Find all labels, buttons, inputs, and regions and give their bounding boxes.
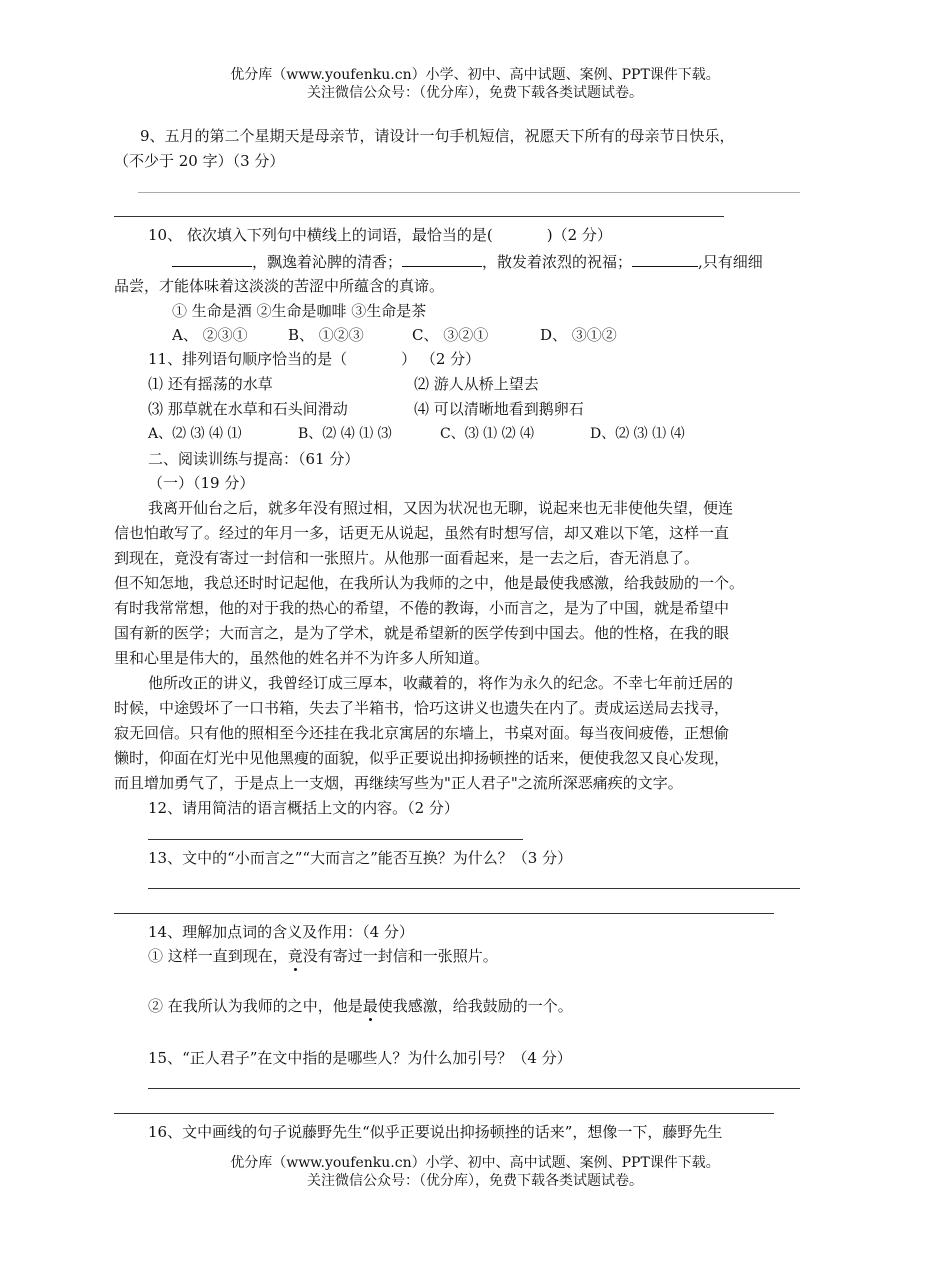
q10-title xyxy=(148,224,612,246)
page-header-line1: 优分库（www.youfenku.cn）小学、初中、高中试题、案例、PPT课件下载。 xyxy=(230,67,720,83)
q13-text: 13、文中的“小而言之”“大而言之”能否互换？为什么？（3 分） xyxy=(148,849,573,867)
page-footer-line2: 关注微信公众号：（优分库），免费下载各类试题试卷。 xyxy=(307,1173,643,1189)
q10-sentence-part1: ，飘逸着沁脾的清香； xyxy=(252,253,403,271)
q10-word-options: ① 生命是酒 ②生命是咖啡 ③生命是茶 xyxy=(172,302,427,320)
q11-choice-a[interactable]: A、⑵ ⑶ ⑷ ⑴ xyxy=(148,426,242,442)
dotted-word: 竟 xyxy=(287,947,303,965)
q12-text: 12、请用简洁的语言概括上文的内容。（2 分） xyxy=(148,799,459,817)
passage-line: 到现在，竟没有寄过一封信和一张照片。从他那一面看起来，是一去之后，杳无消息了。 xyxy=(114,549,700,567)
q10-choice-c[interactable]: C、 ③②① xyxy=(412,326,489,344)
q9-text-cont: （不少于 20 字）（3 分） xyxy=(114,152,285,170)
q11-sentence-4: ⑷ 可以清晰地看到鹅卵石 xyxy=(414,400,584,418)
passage-line: 里和心里是伟大的，虽然他的姓名并不为许多人所知道。 xyxy=(114,649,490,667)
q16-text: 16、文中画线的句子说藤野先生“似乎正要说出抑扬顿挫的话来”，想像一下，藤野先生 xyxy=(148,1123,723,1141)
answer-line[interactable] xyxy=(114,1113,774,1114)
q11-sentence-2: ⑵ 游人从桥上望去 xyxy=(414,375,539,393)
answer-line[interactable] xyxy=(148,888,800,889)
passage-line: 懒时，仰面在灯光中见他黑瘦的面貌，似乎正要说出抑扬顿挫的话来，便使我忽又良心发现， xyxy=(114,749,730,767)
q14-item-2-text: 使我感激，给我鼓励的一个。 xyxy=(377,997,573,1015)
passage-line: 他所改正的讲义，我曾经订成三厚本，收藏着的，将作为永久的纪念。不幸七年前迁居的 xyxy=(148,674,734,692)
q15-text: 15、“正人君子”在文中指的是哪些人？为什么加引号？（4 分） xyxy=(148,1049,572,1067)
q10-sentence-cont: 品尝，才能体味着这淡淡的苦涩中所蕴含的真谛。 xyxy=(114,277,445,295)
page-footer-line1: 优分库（www.youfenku.cn）小学、初中、高中试题、案例、PPT课件下载。 xyxy=(230,1155,720,1171)
q14-item-1-text: ① 这样一直到现在， xyxy=(148,947,288,965)
passage-line: 但不知怎地，我总还时时记起他，在我所认为我师的之中，他是最使我感激，给我鼓励的一个。 xyxy=(114,574,745,592)
q14-item-2 xyxy=(148,995,573,1017)
answer-line[interactable] xyxy=(148,1088,800,1089)
q11-sentence-3: ⑶ 那草就在水草和石头间滑动 xyxy=(148,400,348,418)
q10-title-text: 10、 依次填入下列句中横线上的词语，最恰当的是( xyxy=(148,226,493,244)
answer-line[interactable] xyxy=(138,192,800,193)
q11-title-text: 11、排列语句顺序恰当的是（ xyxy=(148,350,348,368)
q10-choice-d[interactable]: D、 ③①② xyxy=(540,326,617,344)
passage-line: 我离开仙台之后，就多年没有照过相，又因为状况也无聊，说起来也无非使他失望，便连 xyxy=(148,499,734,517)
q11-sentence-1: ⑴ 还有摇荡的水草 xyxy=(148,375,273,393)
q11-choice-d[interactable]: D、⑵ ⑶ ⑴ ⑷ xyxy=(590,426,685,442)
passage-line: 国有新的医学；大而言之，是为了学术，就是希望新的医学传到中国去。他的性格，在我的眼 xyxy=(114,624,730,642)
dotted-word: 最 xyxy=(362,997,378,1015)
q10-score: )（2 分） xyxy=(546,226,612,244)
q14-item-2-text: ② 在我所认为我师的之中，他是 xyxy=(148,997,363,1015)
q11-title xyxy=(148,348,480,370)
passage-line: 寂无回信。只有他的照相至今还挂在我北京寓居的东墙上，书桌对面。每当夜间疲倦，正想偷 xyxy=(114,724,730,742)
q11-choice-c[interactable]: C、⑶ ⑴ ⑵ ⑷ xyxy=(440,426,535,442)
q11-score: ） （2 分） xyxy=(401,350,481,368)
answer-line[interactable] xyxy=(114,913,774,914)
q10-sentence-part3: ,只有细细 xyxy=(698,253,763,271)
blank[interactable] xyxy=(172,250,252,267)
q10-choice-b[interactable]: B、 ①②③ xyxy=(288,326,364,344)
page-header-line2: 关注微信公众号：（优分库），免费下载各类试题试卷。 xyxy=(307,85,643,101)
q10-sentence-part2: ，散发着浓烈的祝福； xyxy=(482,253,633,271)
passage-line: 时候，中途毁坏了一口书箱，失去了半箱书，恰巧这讲义也遗失在内了。责成运送局去找寻， xyxy=(114,699,730,717)
passage-line: 有时我常常想，他的对于我的热心的希望，不倦的教诲，小而言之，是为了中国，就是希望中 xyxy=(114,599,730,617)
q10-choice-a[interactable]: A、 ②③① xyxy=(172,326,248,344)
passage-line: 信也怕敢写了。经过的年月一多，话更无从说起，虽然有时想写信，却又难以下笔，这样一直 xyxy=(114,524,730,542)
q14-title: 14、理解加点词的含义及作用：（4 分） xyxy=(148,923,414,941)
q9-text: 9、五月的第二个星期天是母亲节，请设计一句手机短信，祝愿天下所有的母亲节日快乐， xyxy=(140,127,735,145)
q14-item-1-text: 没有寄过一封信和一张照片。 xyxy=(302,947,498,965)
q14-item-1 xyxy=(148,945,498,967)
section-title: 二、阅读训练与提高：（61 分） xyxy=(148,450,360,468)
blank[interactable] xyxy=(632,250,698,267)
q11-choice-b[interactable]: B、⑵ ⑷ ⑴ ⑶ xyxy=(298,426,392,442)
part-title: （一）（19 分） xyxy=(148,474,255,492)
answer-line[interactable] xyxy=(114,216,724,217)
q10-sentence xyxy=(172,250,763,273)
blank[interactable] xyxy=(402,250,482,267)
passage-line: 而且增加勇气了，于是点上一支烟，再继续写些为"正人君子"之流所深恶痛疾的文字。 xyxy=(114,774,683,792)
answer-line[interactable] xyxy=(148,839,523,840)
